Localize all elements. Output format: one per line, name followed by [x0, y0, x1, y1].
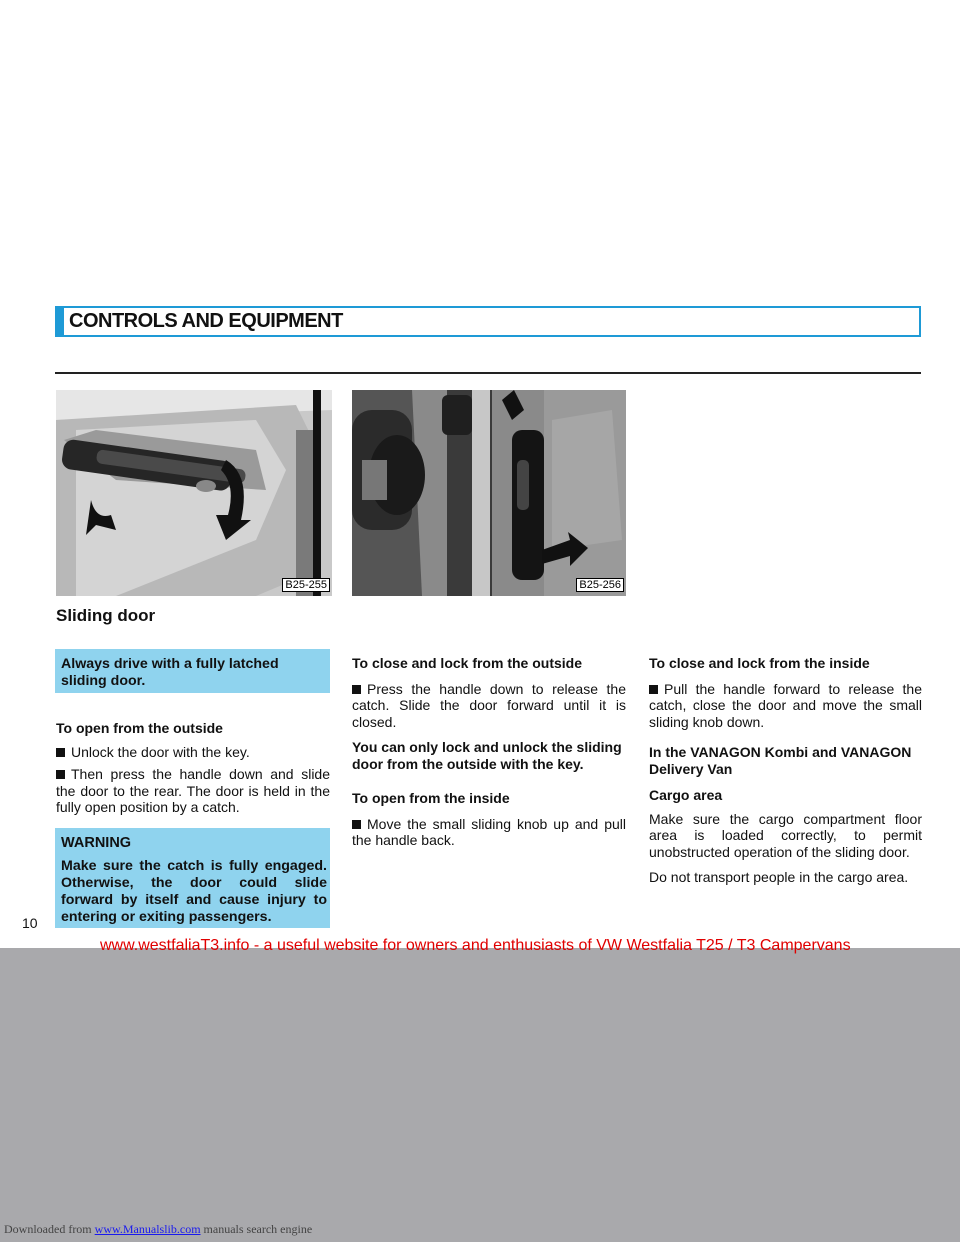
- section-header: [55, 306, 921, 337]
- heading-close-outside: To close and lock from the outside: [352, 655, 582, 671]
- footer-prefix: Downloaded from: [4, 1222, 95, 1236]
- download-footer: [4, 1222, 312, 1237]
- figure-code-left: B25-255: [282, 578, 330, 592]
- bullet-pull-handle: [649, 681, 922, 731]
- column-1: [56, 720, 330, 816]
- bullet-press-release-text: Press the handle down to release the catch. Slide the door forward until it is closed.: [352, 680, 626, 730]
- warning-text: Make sure the catch is fully engaged. Otherwise, the door could slide forward by itself and cause injury to entering or exiting passengers.: [61, 858, 327, 925]
- bullet-icon: [352, 685, 361, 694]
- bullet-press-slide-text: Then press the handle down and slide the door to the rear. The door is held in the fully open position by a catch.: [56, 766, 330, 815]
- bullet-unlock-text: Unlock the door with the key.: [71, 743, 250, 760]
- bullet-pull-handle-text: Pull the handle forward to release the catch, close the door and move the small sliding knob down.: [649, 680, 922, 730]
- highlight-note-text: Always drive with a fully latched sliding door.: [61, 656, 279, 689]
- section-title: CONTROLS AND EQUIPMENT: [69, 310, 343, 332]
- horizontal-rule: [55, 372, 921, 374]
- paragraph-no-people: Do not transport people in the cargo area.: [649, 869, 909, 885]
- heading-cargo-area: Cargo area: [649, 787, 723, 803]
- highlight-note: [55, 649, 330, 693]
- figure-caption: Sliding door: [56, 606, 156, 625]
- bullet-icon: [649, 685, 658, 694]
- heading-open-inside: To open from the inside: [352, 790, 510, 806]
- bullet-move-knob-text: Move the small sliding knob up and pull the handle back.: [352, 815, 626, 848]
- column-3: [649, 655, 922, 886]
- heading-vanagon: In the VANAGON Kombi and VANAGON Delivery Van: [649, 744, 912, 777]
- paragraph-cargo-floor: Make sure the cargo compartment floor area is loaded correctly, to permit unobstructed operation of the sliding door.: [649, 810, 922, 860]
- bullet-move-knob: [352, 816, 626, 849]
- website-banner-link[interactable]: www.westfaliaT3.info - a useful website for owners and enthusiasts of VW Westfalia T25 / T3 Campervans: [100, 937, 851, 954]
- footer-suffix: manuals search engine: [200, 1222, 313, 1236]
- heading-open-outside: To open from the outside: [56, 720, 223, 736]
- photo-outside-handle: [56, 390, 332, 596]
- bullet-icon: [352, 820, 361, 829]
- photo-inside-knob: [352, 390, 626, 596]
- section-header-accent: [57, 308, 64, 335]
- bullet-press-slide: [56, 766, 330, 816]
- bullet-unlock: [56, 744, 330, 761]
- manualslib-link[interactable]: www.Manualslib.com: [94, 1222, 201, 1236]
- bullet-icon: [56, 748, 65, 757]
- note-key-only: You can only lock and unlock the sliding door from the outside with the key.: [352, 739, 622, 772]
- bullet-icon: [56, 770, 65, 779]
- column-2: [352, 655, 626, 849]
- heading-close-inside: To close and lock from the inside: [649, 655, 870, 671]
- scan-background-gray: [0, 948, 960, 1242]
- warning-title: WARNING: [61, 835, 132, 851]
- figure-code-right: B25-256: [576, 578, 624, 592]
- bullet-press-release: [352, 681, 626, 731]
- warning-box: [55, 828, 330, 928]
- page-number: 10: [22, 915, 38, 931]
